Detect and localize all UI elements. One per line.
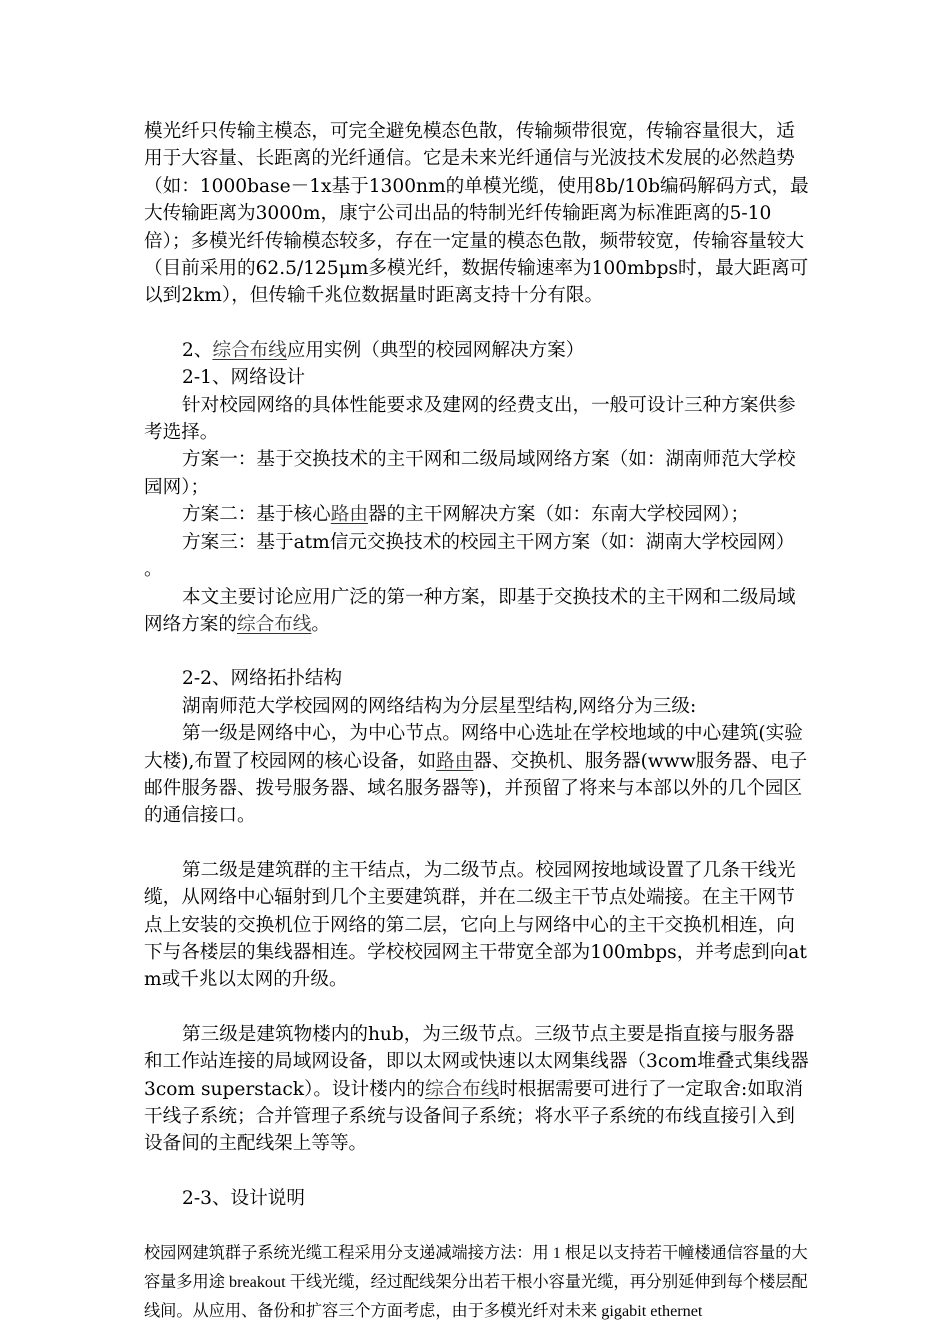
paragraph-level-2: 第二级是建筑群的主干结点，为二级节点。校园网按地域设置了几条干线光缆，从网络中心辐射到几个主要建筑群，并在二级主干节点处端接。在主干网节点上安装的交换机位于网络的第二层，它向上与网络中心的主干交换机相连，向下与各楼层的集线器相连。学校校园网主干带宽全部为100mbps，并考虑到向atm或千兆以太网的升级。 xyxy=(144,859,807,991)
scope-prefix: 本文主要讨论应用广泛的第一种方案，即基于交换技术的主干网和二级局域网络方案的 xyxy=(144,586,796,635)
section-heading-2-2: 2-2、网络拓扑结构 xyxy=(182,668,343,690)
link-integrated-cabling-2[interactable]: 综合布线 xyxy=(236,613,312,635)
paragraph-plan-1: 方案一：基于交换技术的主干网和二级局域网络方案（如：湖南师范大学校园网）； xyxy=(144,449,796,498)
level-3-suffix: 时根据需要可进行了一定取舍:如取消干线子系统；合并管理子系统与设备间子系统；将水平子系统的布线直接引入到设备间的主配线架上等等。 xyxy=(144,1078,804,1155)
link-integrated-cabling[interactable]: 综合布线 xyxy=(212,339,287,361)
document-body xyxy=(144,118,812,1326)
paragraph-design-notes: 校园网建筑群子系统光缆工程采用分支递减端接方法：用 1 根足以支持若干幢楼通信容量的大容量多用途 breakout 干线光缆，经过配线架分出若干根小容量光缆，再分别延伸到每个楼层配线间。从应用、备份和扩容三个方面考虑，由于多模光纤对未来 gigabit ethernet xyxy=(144,1244,808,1321)
plan-2-suffix: 器的主干网解决方案（如：东南大学校园网）； xyxy=(367,504,750,526)
scope-suffix: 。 xyxy=(311,613,330,635)
paragraph-plan-3: 方案三：基于atm信元交换技术的校园主干网方案（如：湖南大学校园网） 。 xyxy=(144,531,804,581)
paragraph-level-1 xyxy=(144,720,812,830)
paragraph-scope xyxy=(144,584,812,639)
heading-prefix: 2、 xyxy=(182,339,213,361)
level-1-prefix: 第一级是网络中心，为中心节点。网络中心选址在学校地域的中心建筑(实验大楼),布置了校园网的核心设备，如 xyxy=(144,723,803,772)
section-heading-2-3: 2-3、设计说明 xyxy=(182,1187,305,1209)
level-1-suffix: 器、交换机、服务器(www服务器、电子邮件服务器、拨号服务器、域名服务器等)，并预留了将来与本部以外的几个园区的通信接口。 xyxy=(144,750,808,827)
link-router-2[interactable]: 路由 xyxy=(436,750,474,772)
section-heading-2 xyxy=(144,337,812,364)
heading-suffix: 应用实例（典型的校园网解决方案） xyxy=(286,339,585,361)
link-integrated-cabling-3[interactable]: 综合布线 xyxy=(424,1078,500,1100)
paragraph-level-3 xyxy=(144,1021,812,1158)
paragraph-network-design: 针对校园网络的具体性能要求及建网的经费支出，一般可设计三种方案供参考选择。 xyxy=(144,394,796,444)
level-3-prefix: 第三级是建筑物楼内的hub，为三级节点。三级节点主要是指直接与服务器和工作站连接的局域网设备，即以太网或快速以太网集线器（3com堆叠式集线器3com superstack）。设计楼内的 xyxy=(144,1023,809,1100)
link-router[interactable]: 路由 xyxy=(330,504,368,526)
plan-2-prefix: 方案二：基于核心 xyxy=(182,504,331,526)
paragraph-fiber-modes: 模光纤只传输主模态，可完全避免模态色散，传输频带很宽，传输容量很大，适用于大容量、长距离的光纤通信。它是未来光纤通信与光波技术发展的必然趋势（如：1000base－1x基于1300nm的单模光缆，使用8b/10b编码解码方式，最大传输距离为3000m，康宁公司出品的特制光纤传输距离为标准距离的5-10倍）；多模光纤传输模态较多，存在一定量的模态色散，频带较宽，传输容量较大（目前采用的62.5/125μm多模光纤，数据传输速率为100mbps时，最大距离可以到2km），但传输千兆位数据量时距离支持十分有限。 xyxy=(144,121,809,307)
paragraph-topology-intro: 湖南师范大学校园网的网络结构为分层星型结构,网络分为三级: xyxy=(182,695,697,717)
section-heading-2-1: 2-1、网络设计 xyxy=(182,367,305,389)
paragraph-plan-2 xyxy=(144,501,812,528)
